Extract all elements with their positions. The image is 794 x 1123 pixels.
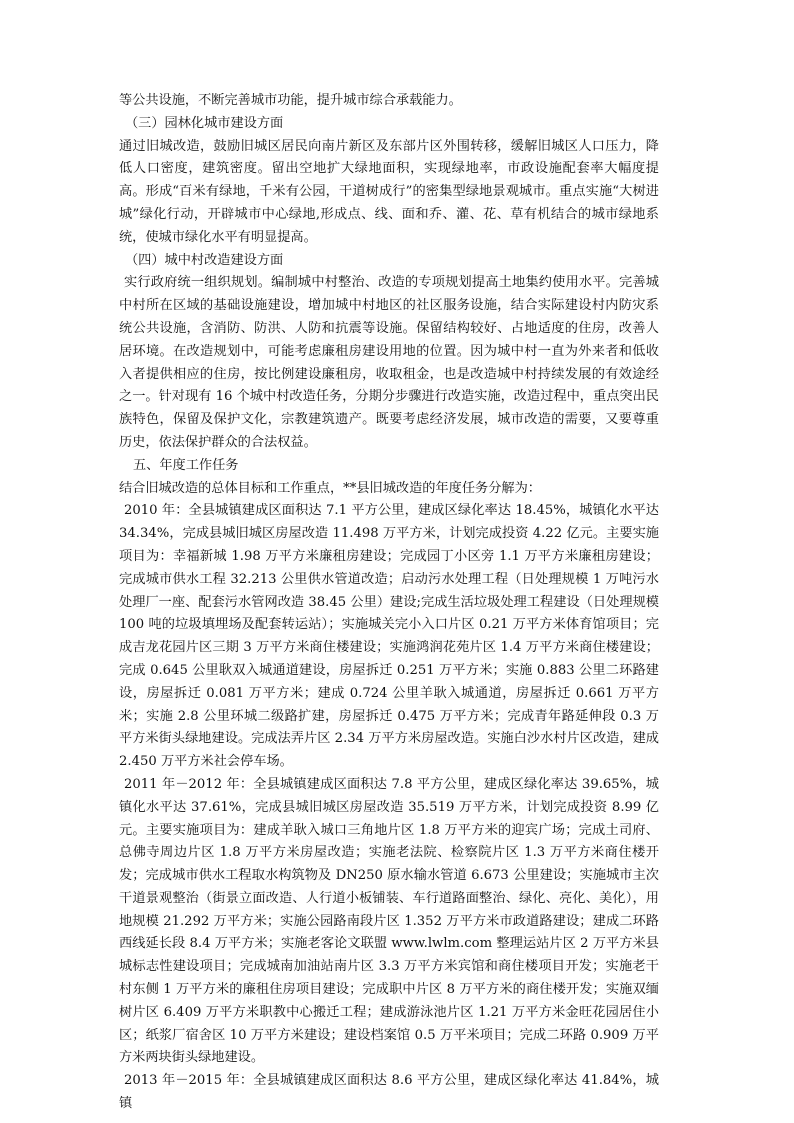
document-page (119, 90, 659, 1116)
heading-urban-village: （四）城中村改造建设方面 (125, 252, 284, 268)
paragraph-urban-village: 实行政府统一组织规划。编制城中村整治、改造的专项规划提高土地集约使用水平。完善城中村所在区域的基础设施建设，增加城中村地区的社区服务设施，结合实际建设村内防灾系统公共设施，含消防、防洪、人防和抗震等设施。保留结构较好、占地适度的住房，改善人居环境。在改造规划中，可能考虑廉租房建设用地的位置。因为城中村一直为外来者和低收入者提供相应的住房，按比例建设廉租房，收取租金，也是改造城中村持续发展的有效途经之一。针对现有 16 个城中村改造任务，分期分步骤进行改造实施，改造过程中，重点突出民族特色，保留及保护文化，宗教建筑遗产。既要考虑经济发展，城市改造的需要，又要尊重历史，依法保护群众的合法权益。 (119, 275, 659, 450)
paragraph-year-2010: 2010 年：全县城镇建成区面积达 7.1 平方公里，建成区绿化率达 18.45%，城镇化水平达 34.34%，完成县城旧城区房屋改造 11.498 万平方米，计划完成投资 4.22 亿元。主要实施项目为：幸福新城 1.98 万平方米廉租房建设；完成园丁小区旁 1.1 万平方米廉租房建设；完成城市供水工程 32.213 公里供水管道改造；启动污水处理工程（日处理规模 1 万吨污水处理厂一座、配套污水管网改造 38.45 公里）建设;完成生活垃圾处理工程建设（日处理规模 100 吨的垃圾填埋场及配套转运站）；实施城关完小入口片区 0.21 万平方米体育馆项目；完成吉龙花园片区三期 3 万平方米商住楼建设；实施鸿润花苑片区 1.4 万平方米商住楼建设；完成 0.645 公里耿双入城通道建设，房屋拆迁 0.251 万平方米；实施 0.883 公里二环路建设，房屋拆迁 0.081 万平方米；建成 0.724 公里羊耿入城通道，房屋拆迁 0.661 万平方米；实施 2.8 公里环城二级路扩建，房屋拆迁 0.475 万平方米；完成青年路延伸段 0.3 万平方米街头绿地建设。完成法弄片区 2.34 万平方米房屋改造。实施白沙水村片区改造，建成 2.450 万平方米社会停车场。 (119, 503, 659, 770)
paragraph-annual-intro: 结合旧城改造的总体目标和工作重点，**县旧城改造的年度任务分解为： (119, 480, 541, 496)
paragraph-public-facilities: 等公共设施，不断完善城市功能，提升城市综合承载能力。 (119, 93, 462, 108)
paragraph-year-2013-2015: 2013 年－2015 年：全县城镇建成区面积达 8.6 平方公里，建成区绿化率达 41.84%，城镇 (119, 1073, 659, 1112)
paragraph-garden-city: 通过旧城改造，鼓励旧城区居民向南片新区及东部片区外围转移，缓解旧城区人口压力，降低人口密度，建筑密度。留出空地扩大绿地面积，实现绿地率，市政设施配套率大幅度提高。形成“百米有绿地，千米有公园，干道树成行”的密集型绿地景观城市。重点实施“大树进城”绿化行动，开辟城市中心绿地,形成点、线、面和乔、灌、花、草有机结合的城市绿地系统，使城市绿化水平有明显提高。 (119, 138, 659, 245)
heading-garden-city: （三）园林化城市建设方面 (125, 115, 284, 131)
paragraph-year-2011-2012: 2011 年－2012 年：全县城镇建成区面积达 7.8 平方公里，建成区绿化率达 39.65%，城镇化水平达 37.61%，完成县城旧城区房屋改造 35.519 万平方米，计划完成投资 8.99 亿元。主要实施项目为：建成羊耿入城口三角地片区 1.8 万平方米的迎宾广场；完成土司府、总佛寺周边片区 1.8 万平方米房屋改造；实施老法院、检察院片区 1.3 万平方米商住楼开发；完成城市供水工程取水构筑物及 DN250 原水输水管道 6.673 公里建设；实施城市主次干道景观整治（街景立面改造、人行道小板铺装、车行道路面整治、绿化、亮化、美化），用地规模 21.292 万平方米；实施公园路南段片区 1.352 万平方米市政道路建设；建成二环路西线延长段 8.4 万平方米；实施老客论文联盟 www.lwlm.com 整理运站片区 2 万平方米县城标志性建设项目；完成城南加油站南片区 3.3 万平方米宾馆和商住楼项目开发；实施老干村东侧 1 万平方米的廉租住房项目建设；完成职中片区 8 万平方米的商住楼开发；实施双缅树片区 6.409 万平方米职教中心搬迁工程；建成游泳池片区 1.21 万平方米金旺花园居住小区；纸浆厂宿舍区 10 万平方米建设；建设档案馆 0.5 万平米项目；完成二环路 0.909 万平方米两块街头绿地建设。 (119, 776, 659, 1066)
heading-annual-tasks: 五、年度工作任务 (133, 457, 239, 473)
